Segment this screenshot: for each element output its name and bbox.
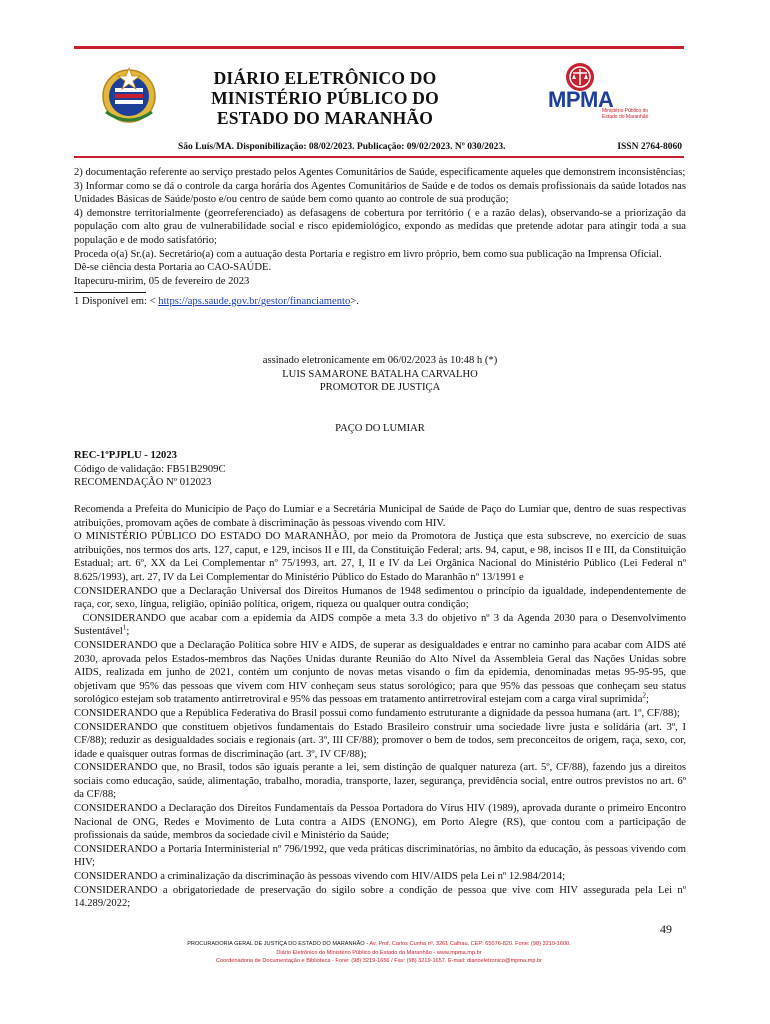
ciencia-paragraph: Dê-se ciência desta Portaria ao CAO-SAÚDE. xyxy=(74,262,272,274)
considerando-7: CONSIDERANDO a Declaração dos Direitos Fundamentais da Pessoa Portadora do Vírus HIV (1989), aprovada durante o primeiro Encontro Nacional de ONG, Redes e Movimento de Luta contra a AIDS (ENONG), em Porto Alegre (RS), que contou com a participação de profissionais da saúde, membros da sociedade civil e Ministério da Saúde; xyxy=(74,803,686,842)
proceda-paragraph: Proceda o(a) Sr.(a). Secretário(a) com a autuação desta Portaria e registro em livro próprio, bem como sua publicação na Imprensa Oficial. xyxy=(74,248,662,260)
rec-number: RECOMENDAÇÃO Nº 012023 xyxy=(74,477,212,489)
gazette-title xyxy=(190,68,460,128)
page-footer xyxy=(74,940,684,966)
validation-code: Código de validação: FB51B2909C xyxy=(74,463,226,475)
footer-gazette-site: Diário Eletrônico do Ministério Público do Estado do Maranhão - www.mpma.mp.br xyxy=(276,949,482,956)
considerando-6: CONSIDERANDO que, no Brasil, todos são iguais perante a lei, sem distinção de qualquer natureza (art. 5º, CF/88), fazendo jus a direitos sociais como educação, saúde, alimentação, trabalho, moradia, transporte, lazer, segurança, previdência social, entre outros previstos no art. 6º da CF/88; xyxy=(74,762,686,801)
page-number: 49 xyxy=(660,922,672,936)
state-crest-logo xyxy=(100,62,158,126)
mpma-logo-text: MPMA xyxy=(548,87,614,112)
recommendation-body xyxy=(74,503,689,911)
considerando-9: CONSIDERANDO a criminalização da discriminação às pessoas vivendo com HIV/AIDS pela Lei nº 12.984/2014; xyxy=(74,871,566,883)
considerando-1: CONSIDERANDO que a Declaração Universal dos Direitos Humanos de 1948 sedimentou o princípio da igualdade, independentemente de raça, cor, sexo, língua, religião, opinião política, origem, riqueza ou qualquer outra condição; xyxy=(74,585,686,611)
footer-contacts: Coordenadoria de Documentação e Biblioteca - Fone: (98) 3219-1656 / Fax: (98) 3219-1657. E-mail: diarioeletronico@mpma.mp.br xyxy=(216,958,542,964)
signature-timestamp: assinado eletronicamente em 06/02/2023 às 10:48 h (*) xyxy=(262,355,498,366)
rec-summary: Recomenda a Prefeita do Município de Paço do Lumiar e a Secretária Municipal de Saúde de Paço do Lumiar que, dentro de suas respectivas atribuições, promovam ações de combate à discriminação às pessoas vivendo com HIV. xyxy=(74,504,686,529)
considerando-8: CONSIDERANDO a Portaria Interministerial nº 796/1992, que veda práticas discriminatórias, no âmbito da educação, às pessoas vivendo com HIV; xyxy=(74,843,686,869)
item-2-paragraph: 2) documentação referente ao serviço prestado pelos Agentes Comunitários de Saúde, especificamente aqueles que demonstrem inconsistências; xyxy=(74,167,686,178)
rec-preamble: O MINISTÉRIO PÚBLICO DO ESTADO DO MARANHÃO, por meio da Promotora de Justiça que esta subscreve, no exercício de suas atribuições, nos termos dos arts. 127, caput, e 129, incisos II e III, da Constituição Federal; arts. 94, caput, e 98, incisos II e III, da Constituição Estadual; art. 6º, XX da Lei Complementar nº 75/1993, art. 27, I, II e IV da Lei Orgânica Nacional do Ministério Público (Lei Federal nº 8.625/1993), art. 27, IV da Lei Complementar do Ministério Público do Estado do Maranhão nº 13/1991 e xyxy=(74,531,686,583)
considerando-4: CONSIDERANDO que a República Federativa do Brasil possui como fundamento estruturante a dignidade da pessoa humana (art. 1º, CF/88); xyxy=(74,707,680,719)
considerando-2-text: CONSIDERANDO que acabar com a epidemia da AIDS compõe a meta 3.3 do objetivo nº 3 da Agenda 2030 para o Desenvolvimento Sustentável xyxy=(74,612,689,638)
publication-info-bar xyxy=(74,142,684,156)
place-date: Itapecuru-mirim, 05 de fevereiro de 2023 xyxy=(74,275,250,287)
footnote-link[interactable]: https://aps.saude.gov.br/gestor/financiamento xyxy=(158,296,351,308)
recommendation-header xyxy=(74,449,686,490)
considerando-5: CONSIDERANDO que constituem objetivos fundamentais do Estado Brasileiro construir uma sociedade livre justa e solidária (art. 3º, I CF/88); reduzir as desigualdades sociais e regionais (art. 3º, III CF/88); promover o bem de todos, sem preconceitos de origem, raça, sexo, cor, idade e quaisquer outras formas de discriminação (art. 3º, IV CF/88); xyxy=(74,721,686,760)
publication-dates: São Luís/MA. Disponibilização: 08/02/2023. Publicação: 09/02/2023. Nº 030/2023. xyxy=(178,142,506,152)
considerando-3 xyxy=(74,639,686,707)
footer-street: Av. Prof. Carlos Cunha nº, 3261 Calhau. CEP: xyxy=(369,941,486,947)
rec-id: REC-1ºPJPLU - 12023 xyxy=(74,450,177,461)
header-top-rule xyxy=(74,46,684,49)
issn-label: ISSN 2764-8060 xyxy=(617,142,682,152)
section-heading: PAÇO DO LUMIAR xyxy=(335,423,425,434)
mpma-logo xyxy=(548,60,660,130)
footer-cep-phone: 65076-820. Fone: (98) 3219-1600. xyxy=(485,941,571,947)
considerando-2 xyxy=(74,612,689,639)
footer-institution: PROCURADORIA GERAL DE JUSTIÇA DO ESTADO DO MARANHÃO - xyxy=(187,941,370,947)
mpma-logo-subtext: Ministério Público do Estado do Maranhão xyxy=(602,108,649,120)
considerando-3-text: CONSIDERANDO que a Declaração Política sobre HIV e AIDS, de superar as desigualdades e entrar no caminho para acabar com AIDS até 2030, aprovada pelos Estados-membros das Nações Unidas durante Reunião do Alto Nível da Assembleia Geral das Nações Unidas sobre AIDS, realizada em junho de 2021, contém um conjunto de novas metas visando o fim da epidemia, denominadas metas 95-95-95, que objetivam que 95% das pessoas que vivem com HIV conheçam seus status sorológico; para que 95% das pessoas que conheçam seu status sorológico estejam sob tratamento antirretroviral e 95% das pessoas em tratamento antirretroviral estejam com a carga viral suprimida xyxy=(74,639,686,706)
title-line-3: ESTADO DO MARANHÃO xyxy=(216,108,434,128)
footnote-ref-2: 2 xyxy=(642,691,646,700)
signature-block xyxy=(74,354,686,395)
title-line-2: MINISTÉRIO PÚBLICO DO xyxy=(211,88,439,108)
footer-address xyxy=(74,940,684,949)
header-bottom-rule xyxy=(74,156,684,158)
footnote-prefix: 1 Disponível em: < xyxy=(74,296,156,308)
footnote-rule xyxy=(74,292,146,293)
signer-name: LUIS SAMARONE BATALHA CARVALHO xyxy=(282,368,478,380)
portaria-continuation xyxy=(74,166,686,309)
title-line-1: DIÁRIO ELETRÔNICO DO xyxy=(213,68,437,88)
footnote-ref-1: 1 xyxy=(122,623,127,632)
considerando-3-end: ; xyxy=(645,694,649,706)
item-4-paragraph: 4) demonstre territorialmente (georreferenciado) as defasagens de cobertura por território ( e a razão delas), observando-se a priorização da população com alto grau de vulnerabilidade social e risco epidemiológico, expondo as medidas que pretende adotar para atingir toda a sua população e de modo satisfatório; xyxy=(74,207,686,246)
considerando-2-end: ; xyxy=(126,626,130,638)
item-3-paragraph: 3) Informar como se dá o controle da carga horária dos Agentes Comunitários de Saúde e de todos os demais profissionais da saúde lotados nas Unidades Básicas de Saúde/posto e/ou centro de saúde bem como quanto ao controle de sua produção; xyxy=(74,180,686,206)
footnote-suffix: >. xyxy=(350,296,359,308)
footnote-1 xyxy=(74,295,686,309)
signer-role: PROMOTOR DE JUSTIÇA xyxy=(319,382,441,394)
considerando-10: CONSIDERANDO a obrigatoriedade de preservação do sigilo sobre a condição de pessoa que vive com HIV assegurada pela Lei nº 14.289/2022; xyxy=(74,884,686,910)
